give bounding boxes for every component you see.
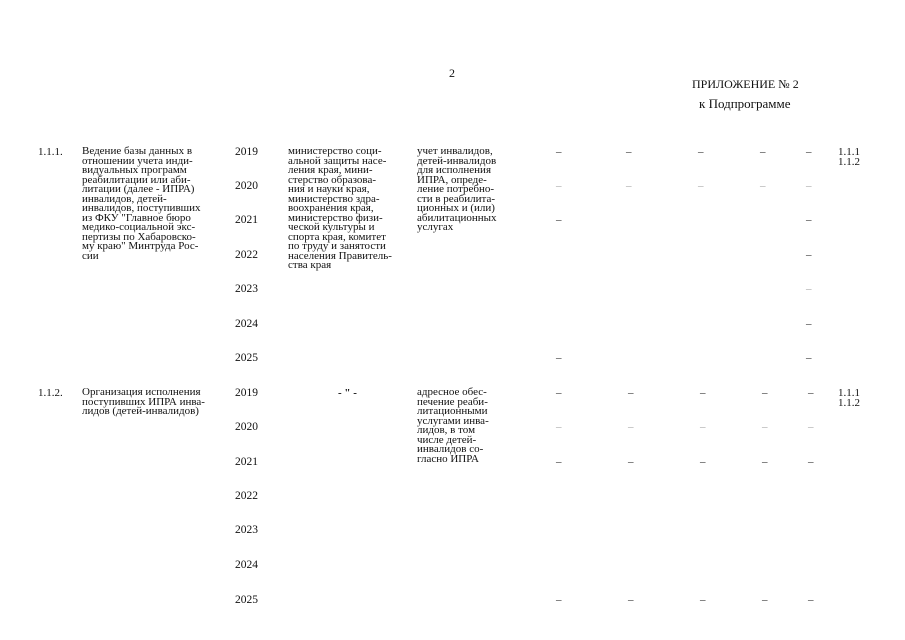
dash: – bbox=[806, 352, 812, 364]
dash: – bbox=[556, 421, 562, 433]
year-label: 2019 bbox=[235, 387, 258, 399]
dash: – bbox=[556, 387, 562, 399]
dash: – bbox=[762, 456, 768, 468]
dash: – bbox=[806, 283, 812, 295]
dash: – bbox=[808, 594, 814, 606]
dash: – bbox=[806, 249, 812, 261]
year-label: 2021 bbox=[235, 214, 258, 226]
dash: – bbox=[698, 180, 704, 192]
year-label: 2020 bbox=[235, 421, 258, 433]
executor-text: - " - bbox=[338, 387, 357, 399]
dash: – bbox=[700, 387, 706, 399]
year-label: 2023 bbox=[235, 283, 258, 295]
dash: – bbox=[808, 387, 814, 399]
dash: – bbox=[628, 456, 634, 468]
year-label: 2025 bbox=[235, 594, 258, 606]
dash: – bbox=[556, 146, 562, 158]
reference-numbers: 1.1.1 1.1.2 bbox=[838, 146, 860, 168]
reference-numbers: 1.1.1 1.1.2 bbox=[838, 387, 860, 409]
dash: – bbox=[628, 387, 634, 399]
year-label: 2021 bbox=[235, 456, 258, 468]
result-text: учет инвалидов, детей-инвалидов для исполнения ИПРА, опреде- ление потребно- сти в реабилита- ционных и (или) абилитационных услугах bbox=[417, 145, 497, 233]
year-label: 2022 bbox=[235, 490, 258, 502]
dash: – bbox=[806, 180, 812, 192]
dash: – bbox=[700, 421, 706, 433]
dash: – bbox=[556, 352, 562, 364]
row-number: 1.1.2. bbox=[38, 387, 63, 399]
dash: – bbox=[762, 594, 768, 606]
dash: – bbox=[762, 421, 768, 433]
dash: – bbox=[806, 146, 812, 158]
row-number: 1.1.1. bbox=[38, 146, 63, 158]
dash: – bbox=[556, 214, 562, 226]
activity-name: Ведение базы данных в отношении учета инди- видуальных программ реабилитации или аби- литации (далее - ИПРА) инвалидов, детей- инвалидов, поступивших из ФКУ "Главное бюро медико-социальной экс- пертизы по Хабаровско- му краю" Минтруда Рос- сии bbox=[82, 145, 201, 262]
dash: – bbox=[556, 180, 562, 192]
dash: – bbox=[762, 387, 768, 399]
dash: – bbox=[808, 421, 814, 433]
dash: – bbox=[556, 594, 562, 606]
year-label: 2022 bbox=[235, 249, 258, 261]
year-label: 2025 bbox=[235, 352, 258, 364]
executor-text: министерство соци- альной защиты насе- ления края, мини- стерство образова- ния и науки края, министерство здра- воохранения края, министерство физи- ческой культуры и спорта края, комитет по труду и занятости населения Правитель- ства края bbox=[288, 145, 392, 271]
year-label: 2023 bbox=[235, 524, 258, 536]
year-label: 2020 bbox=[235, 180, 258, 192]
dash: – bbox=[808, 456, 814, 468]
page-number: 2 bbox=[449, 66, 455, 80]
dash: – bbox=[626, 146, 632, 158]
dash: – bbox=[760, 180, 766, 192]
activity-name: Организация исполнения поступивших ИПРА инва- лидов (детей-инвалидов) bbox=[82, 386, 205, 417]
dash: – bbox=[626, 180, 632, 192]
year-label: 2024 bbox=[235, 318, 258, 330]
appendix-title: ПРИЛОЖЕНИЕ № 2 bbox=[692, 77, 799, 91]
dash: – bbox=[628, 421, 634, 433]
result-text: адресное обес- печение реаби- литационными услугами инва- лидов, в том числе детей- инвалидов со- гласно ИПРА bbox=[417, 386, 489, 465]
year-label: 2019 bbox=[235, 146, 258, 158]
year-label: 2024 bbox=[235, 559, 258, 571]
dash: – bbox=[556, 456, 562, 468]
dash: – bbox=[760, 146, 766, 158]
dash: – bbox=[806, 214, 812, 226]
dash: – bbox=[700, 456, 706, 468]
dash: – bbox=[700, 594, 706, 606]
dash: – bbox=[806, 318, 812, 330]
dash: – bbox=[698, 146, 704, 158]
dash: – bbox=[628, 594, 634, 606]
appendix-subtitle: к Подпрограмме bbox=[699, 96, 791, 111]
